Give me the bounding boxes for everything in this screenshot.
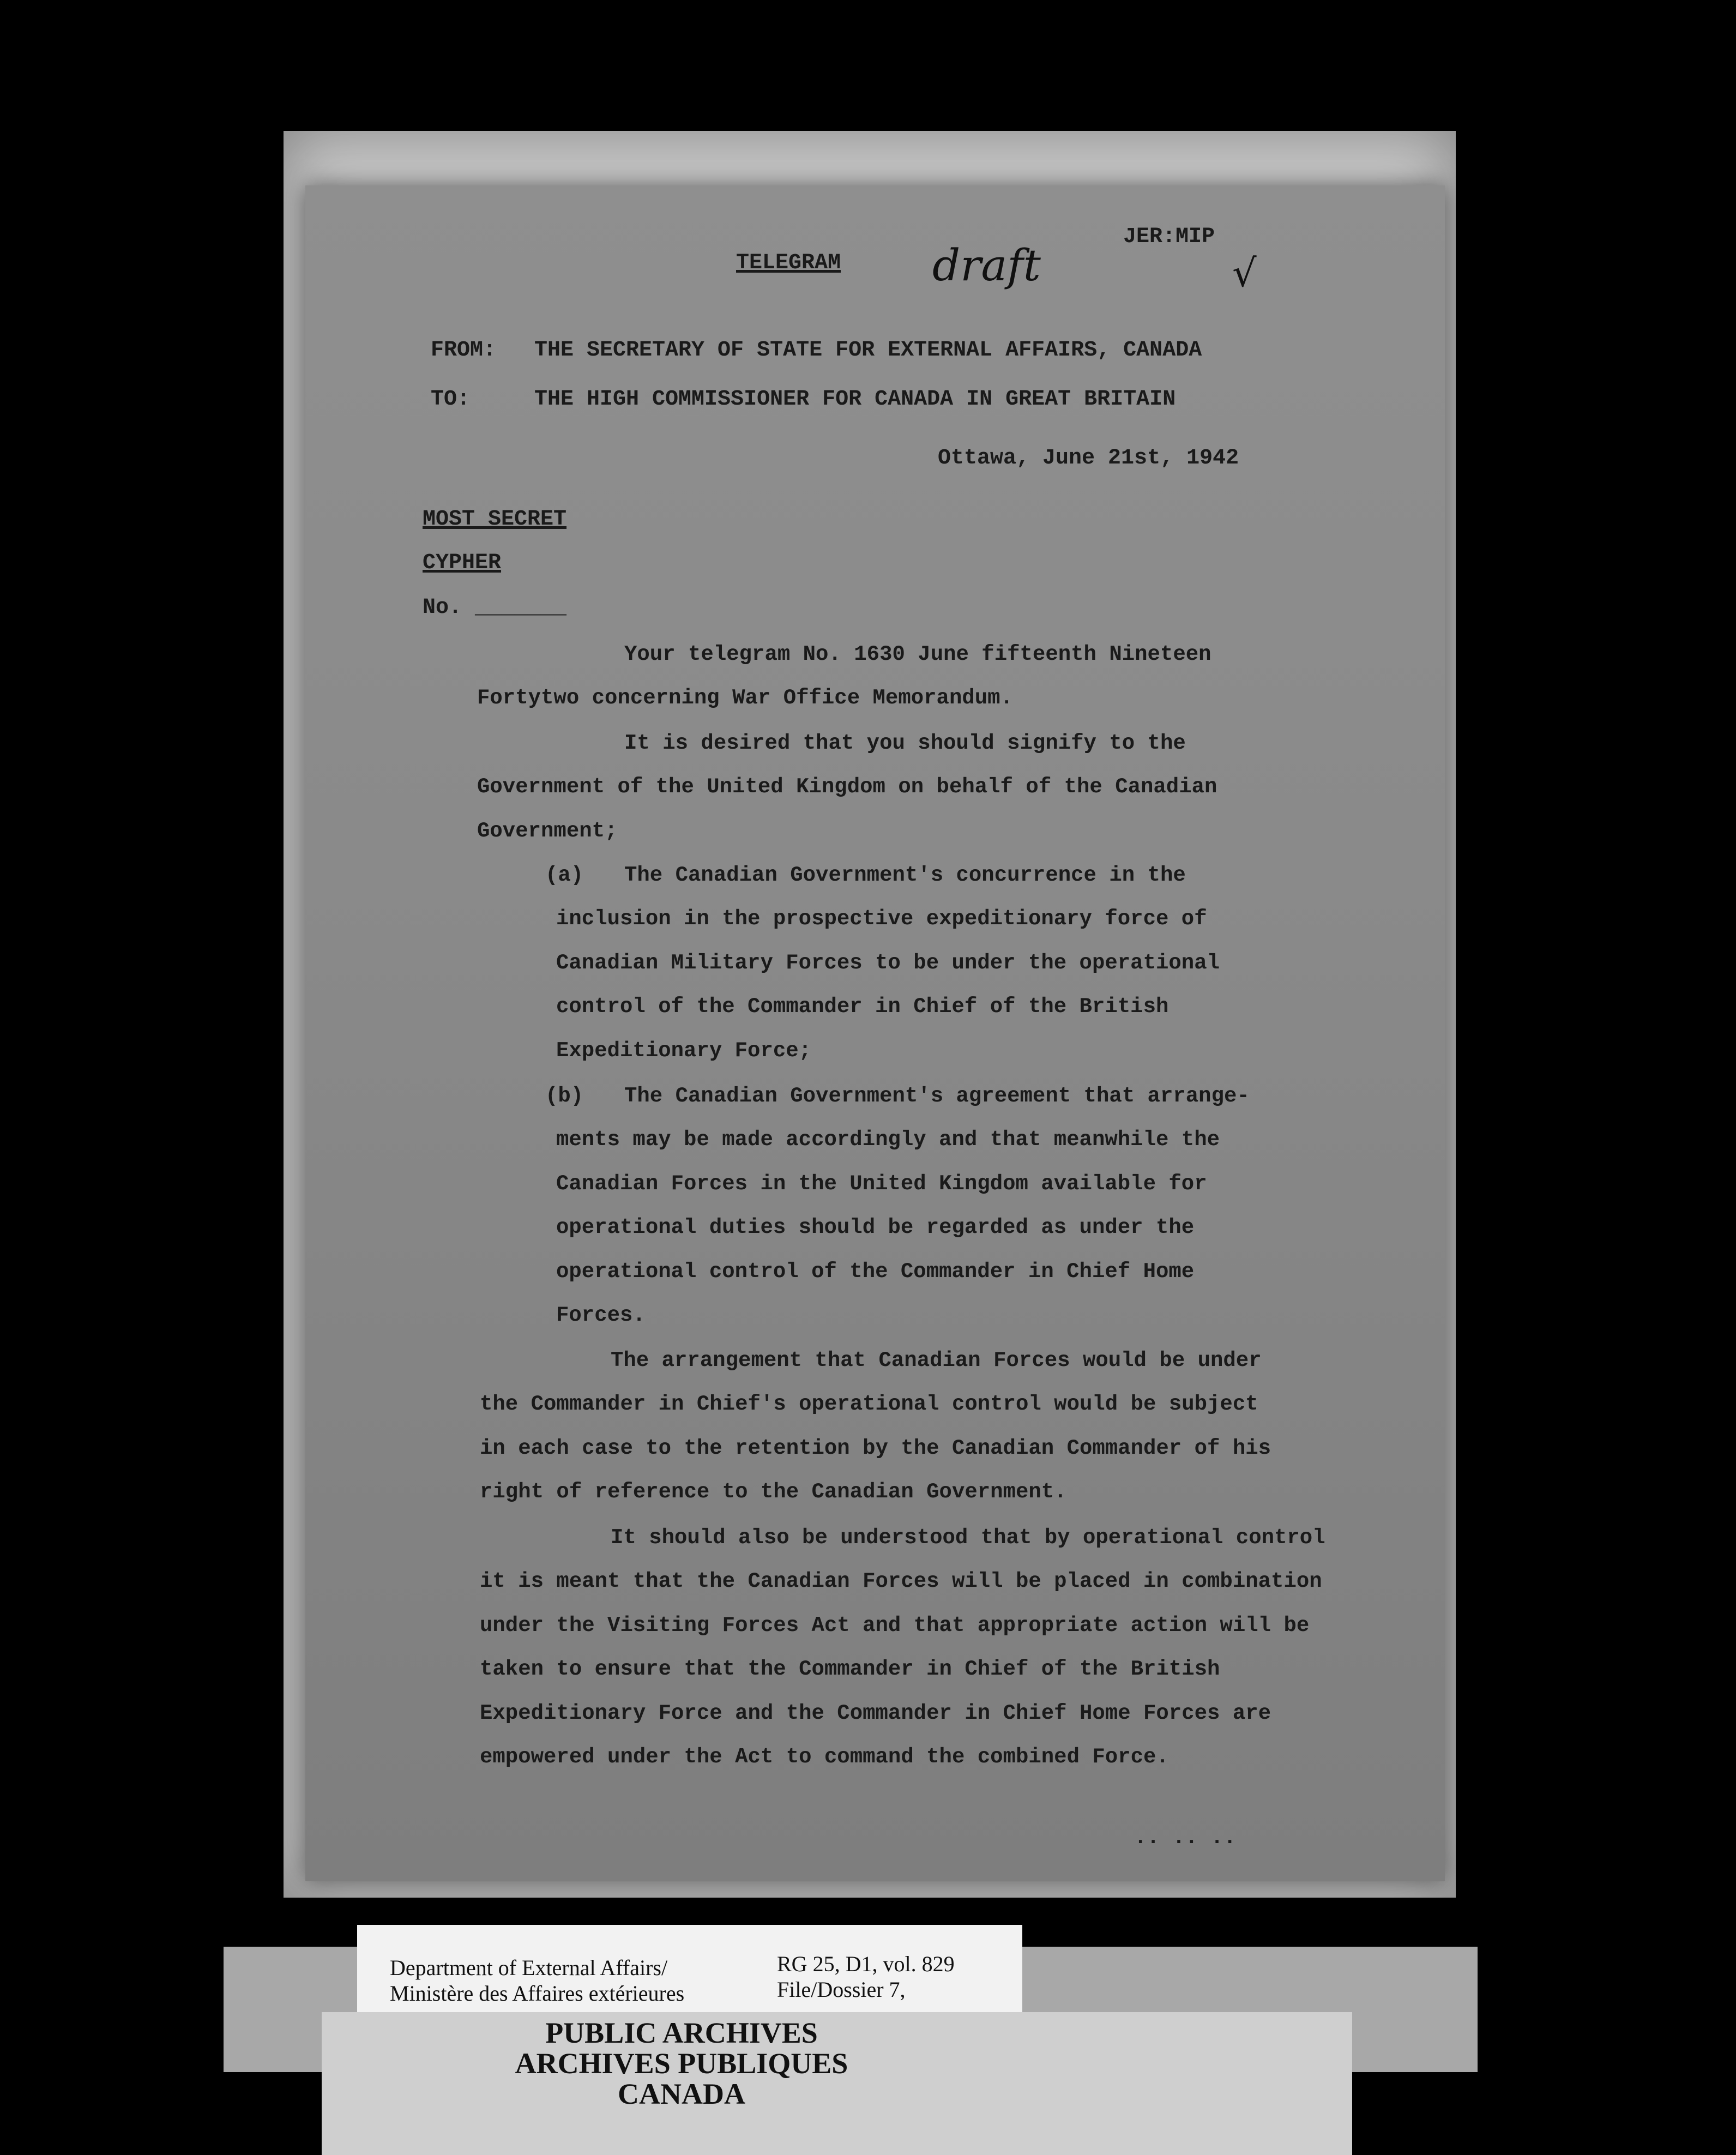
telegram-sheet xyxy=(305,185,1445,1881)
item-a-label: (a) xyxy=(545,863,584,887)
from-label: FROM: xyxy=(431,338,497,363)
paragraph-3 xyxy=(611,1339,1262,1383)
item-b-first xyxy=(624,1074,1250,1118)
from-value: THE SECRETARY OF STATE FOR EXTERNAL AFFAIRS, CANADA xyxy=(534,338,1202,363)
body-line: ments may be made accordingly and that meanwhile the xyxy=(556,1128,1220,1152)
body-line: Government of the United Kingdom on behalf of the Canadian xyxy=(477,775,1217,799)
body-line: The Canadian Government's concurrence in the xyxy=(624,863,1186,887)
telegram-title: TELEGRAM xyxy=(736,251,841,275)
paragraph-2-cont xyxy=(477,765,1217,853)
item-a-first xyxy=(624,853,1186,898)
body-line: Fortytwo concerning War Office Memorandum. xyxy=(477,686,1013,710)
body-line: Canadian Military Forces to be under the operational xyxy=(556,950,1220,975)
to-value: THE HIGH COMMISSIONER FOR CANADA IN GREAT BRITAIN xyxy=(534,387,1176,412)
reference-initials: JER:MIP xyxy=(1123,225,1215,249)
transmission-method: CYPHER xyxy=(423,551,502,575)
body-line: inclusion in the prospective expeditionary force of xyxy=(556,907,1207,931)
date-line: Ottawa, June 21st, 1942 xyxy=(938,446,1239,471)
archive-ref: RG 25, D1, vol. 829 xyxy=(777,1952,955,1976)
body-line: operational control of the Commander in Chief Home xyxy=(556,1259,1195,1284)
body-line: it is meant that the Canadian Forces will be placed in combination xyxy=(480,1569,1322,1593)
body-line: Canadian Forces in the United Kingdom available for xyxy=(556,1171,1207,1196)
body-line: control of the Commander in Chief of the British xyxy=(556,995,1169,1019)
body-line: in each case to the retention by the Canadian Commander of his xyxy=(480,1436,1271,1460)
body-line: empowered under the Act to command the combined Force. xyxy=(480,1745,1169,1769)
body-line: Forces. xyxy=(556,1303,646,1327)
item-b-rest xyxy=(556,1118,1220,1338)
paragraph-2 xyxy=(624,721,1186,766)
archive-file: File/Dossier 7, xyxy=(777,1977,906,2002)
stamp-line-3: CANADA xyxy=(618,2078,745,2110)
body-line: the Commander in Chief's operational control would be subject xyxy=(480,1392,1258,1416)
body-line: Expeditionary Force and the Commander in Chief Home Forces are xyxy=(480,1701,1271,1725)
dept-fr: Ministère des Affaires extérieures xyxy=(390,1981,685,2006)
body-line: Your telegram No. 1630 June fifteenth Nineteen xyxy=(624,642,1211,666)
dept-en: Department of External Affairs/ xyxy=(390,1955,668,1980)
stamp-line-2: ARCHIVES PUBLIQUES xyxy=(515,2047,848,2080)
handwritten-note: draft xyxy=(932,240,1041,291)
to-label: TO: xyxy=(431,387,471,412)
body-line: It should also be understood that by operational control xyxy=(611,1526,1325,1550)
classification: MOST SECRET xyxy=(423,507,567,532)
body-line: operational duties should be regarded as under the xyxy=(556,1215,1195,1239)
paragraph-4-cont xyxy=(480,1560,1322,1779)
stamp-line-1: PUBLIC ARCHIVES xyxy=(545,2016,818,2049)
archive-label-card xyxy=(357,1925,1022,2023)
body-line: taken to ensure that the Commander in Chief of the British xyxy=(480,1657,1220,1681)
body-line: Government; xyxy=(477,818,618,843)
paragraph-1 xyxy=(624,633,1211,677)
body-line: The Canadian Government's agreement that arrange- xyxy=(624,1084,1250,1108)
paragraph-1-cont xyxy=(477,676,1013,720)
body-line: The arrangement that Canadian Forces would be under xyxy=(611,1349,1262,1373)
body-line: under the Visiting Forces Act and that appropriate action will be xyxy=(480,1613,1310,1638)
item-a-rest xyxy=(556,897,1220,1073)
body-line: right of reference to the Canadian Government. xyxy=(480,1480,1067,1504)
body-line: It is desired that you should signify to the xyxy=(624,731,1186,755)
number-field: No. _______ xyxy=(423,595,567,620)
continuation-marks: .. .. .. xyxy=(1134,1826,1237,1850)
tick-mark: √ xyxy=(1232,251,1257,296)
item-b-label: (b) xyxy=(545,1084,584,1108)
paragraph-4 xyxy=(611,1516,1325,1560)
body-line: Expeditionary Force; xyxy=(556,1038,812,1063)
paragraph-3-cont xyxy=(480,1382,1271,1514)
